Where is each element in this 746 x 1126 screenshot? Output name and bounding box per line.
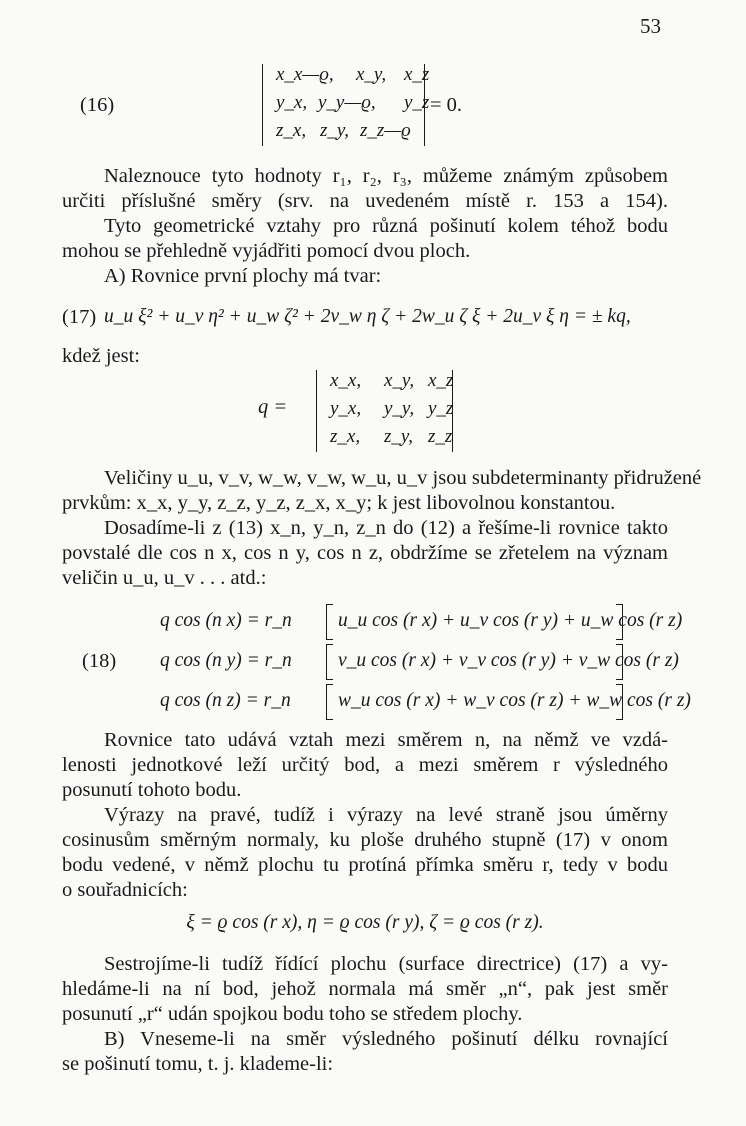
text-line: Tyto geometrické vztahy pro různá pošinutí kolem téhož bodu	[104, 215, 668, 237]
equation-16-label: (16)	[80, 94, 115, 116]
text-line: cosinusům směrným normaly, ku ploše druhého stupně (17) v onom	[62, 829, 668, 851]
eq18-lhs: q cos (n y) = r_n	[160, 650, 292, 671]
text-line: A) Rovnice první plochy má tvar:	[104, 265, 382, 287]
q-equation-lhs: q =	[258, 396, 288, 418]
equation-16-determinant	[262, 64, 430, 146]
detq-cell: x_x,	[330, 370, 362, 391]
text-line: Výrazy na pravé, tudíž i výrazy na levé straně jsou úměrny	[104, 804, 668, 826]
detq-cell: z_y,	[384, 426, 414, 447]
text-line: se pošinutí tomu, t. j. klademe-li:	[62, 1053, 334, 1075]
text-line: posunutí „r“ udán spojkou bodu toho se středem plochy.	[62, 1003, 523, 1025]
eq18-lhs: q cos (n x) = r_n	[160, 610, 292, 631]
detq-cell: z_z	[428, 426, 453, 447]
text-line: prvkům: x_x, y_y, z_z, y_z, z_x, x_y; k jest libovolnou konstantou.	[62, 492, 616, 514]
detq-cell: y_z	[428, 398, 454, 419]
text-line: o souřadnicích:	[62, 879, 188, 901]
detq-cell: y_x,	[330, 398, 362, 419]
q-determinant	[316, 370, 452, 452]
det16-cell: y_x,	[276, 92, 308, 113]
detq-cell: y_y,	[384, 398, 415, 419]
text-line: mohou se přehledně vyjádřiti pomocí dvou ploch.	[62, 240, 471, 262]
equation-18-label: (18)	[82, 650, 117, 672]
detq-cell: z_x,	[330, 426, 361, 447]
text-line: veličin u_u, u_v . . . atd.:	[62, 567, 267, 589]
det16-cell: z_y,	[320, 120, 350, 141]
text-line: Sestrojíme-li tudíž řídící plochu (surface directrice) (17) a vy-	[104, 953, 668, 975]
text-line: kdež jest:	[62, 345, 140, 367]
page-number: 53	[640, 14, 661, 38]
equation-17-label: (17)	[62, 306, 97, 328]
eq18-inner: v_u cos (r x) + v_v cos (r y) + v_w cos (r z)	[338, 650, 679, 671]
text-line: Dosadíme-li z (13) x_n, y_n, z_n do (12) a řešíme-li rovnice takto	[104, 517, 668, 539]
text-line: Rovnice tato udává vztah mezi směrem n, na němž ve vzdá-	[104, 729, 668, 751]
text-line: bodu vedené, v němž plochu tu protíná přímka směru r, tedy v bodu	[62, 854, 668, 876]
detq-cell: x_y,	[384, 370, 415, 391]
eq18-inner: u_u cos (r x) + u_v cos (r y) + u_w cos (r z)	[338, 610, 683, 631]
det16-cell: x_z	[404, 64, 430, 85]
equation-17: u_u ξ² + u_v η² + u_w ζ² + 2v_w η ζ + 2w_u ζ ξ + 2u_v ξ η = ± kq,	[104, 306, 631, 327]
text-line: povstalé dle cos n x, cos n y, cos n z, obdržíme se zřetelem na význam	[62, 542, 668, 564]
eq18-lhs: q cos (n z) = r_n	[160, 690, 291, 711]
text-line: hledáme-li na ní bod, jehož normala má směr „n“, pak jest směr	[62, 978, 668, 1000]
detq-cell: x_z	[428, 370, 454, 391]
eq18-inner: w_u cos (r x) + w_v cos (r z) + w_w cos (r z)	[338, 690, 691, 711]
text-line: lenosti jednotkové leží určitý bod, a mezi směrem r výsledného	[62, 754, 668, 776]
text-line: B) Vneseme-li na směr výsledného pošinutí délku rovnající	[104, 1028, 668, 1050]
xi-eta-zeta-equation: ξ = ϱ cos (r x), η = ϱ cos (r y), ζ = ϱ cos (r z).	[186, 912, 544, 933]
text-line: Veličiny u_u, v_v, w_w, v_w, w_u, u_v jsou subdeterminanty přidružené	[104, 467, 702, 489]
det16-cell: x_x—ϱ,	[276, 64, 334, 85]
det16-cell: y_z	[404, 92, 430, 113]
text-line: Naleznouce tyto hodnoty r₁, r₂, r₃, můžeme známým způsobem	[104, 165, 668, 187]
det16-cell: x_y,	[356, 64, 387, 85]
text-line: určiti příslušné směry (srv. na uvedeném místě r. 153 a 154).	[62, 190, 668, 212]
det16-cell: y_y—ϱ,	[318, 92, 376, 113]
equation-16-rhs: = 0.	[430, 94, 463, 116]
text-line: posunutí tohoto bodu.	[62, 779, 242, 801]
det16-cell: z_x,	[276, 120, 307, 141]
det16-cell: z_z—ϱ	[360, 120, 411, 141]
